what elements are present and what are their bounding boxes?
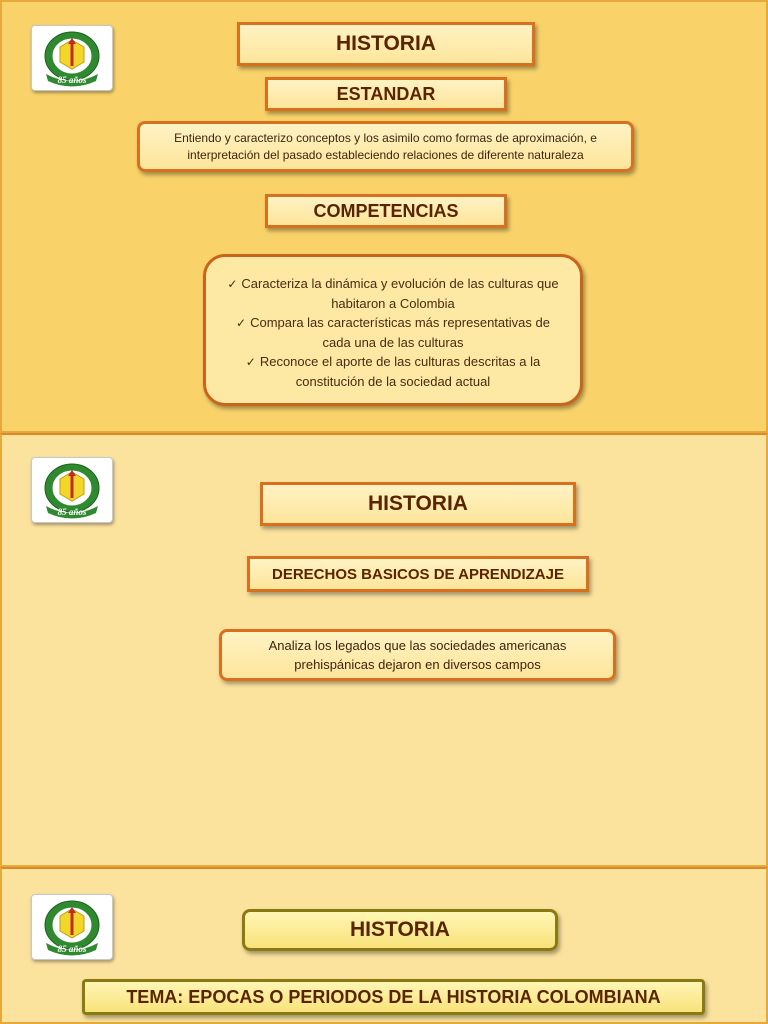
- competencia-item: [224, 352, 562, 391]
- dba-text-box: Analiza los legados que las sociedades americanas prehispánicas dejaron en diversos campos: [219, 629, 616, 681]
- checkmark-icon: ✓: [236, 316, 247, 330]
- slide-title: HISTORIA: [242, 909, 558, 951]
- slide-2: [0, 433, 768, 867]
- school-logo: [31, 25, 113, 91]
- slide-3: [0, 867, 768, 1024]
- slide-1: [0, 0, 768, 433]
- competencia-text: Compara las características más representativas de cada una de las culturas: [250, 315, 550, 350]
- competencias-box: [203, 254, 583, 406]
- logo-caption: 85 años: [57, 944, 87, 954]
- competencia-text: Reconoce el aporte de las culturas descritas a la constitución de la sociedad actual: [259, 354, 541, 389]
- standard-text-box: Entiendo y caracterizo conceptos y los asimilo como formas de aproximación, e interpretación del pasado estableciendo relaciones de diferente naturaleza: [137, 121, 634, 172]
- tema-heading: TEMA: EPOCAS O PERIODOS DE LA HISTORIA COLOMBIANA: [82, 979, 705, 1015]
- section-heading-competencias: COMPETENCIAS: [265, 194, 507, 228]
- competencia-item: [224, 274, 562, 313]
- logo-caption: 85 años: [57, 75, 87, 85]
- competencia-text: Caracteriza la dinámica y evolución de las culturas que habitaron a Colombia: [241, 276, 559, 311]
- checkmark-icon: ✓: [227, 277, 238, 291]
- logo-caption: 85 años: [57, 507, 87, 517]
- section-heading-dba: DERECHOS BASICOS DE APRENDIZAJE: [247, 556, 589, 592]
- school-logo: [31, 894, 113, 960]
- slide-title: HISTORIA: [237, 22, 535, 66]
- section-heading-estandar: ESTANDAR: [265, 77, 507, 111]
- school-logo: [31, 457, 113, 523]
- slide-title: HISTORIA: [260, 482, 576, 526]
- competencia-item: [224, 313, 562, 352]
- checkmark-icon: ✓: [245, 355, 256, 369]
